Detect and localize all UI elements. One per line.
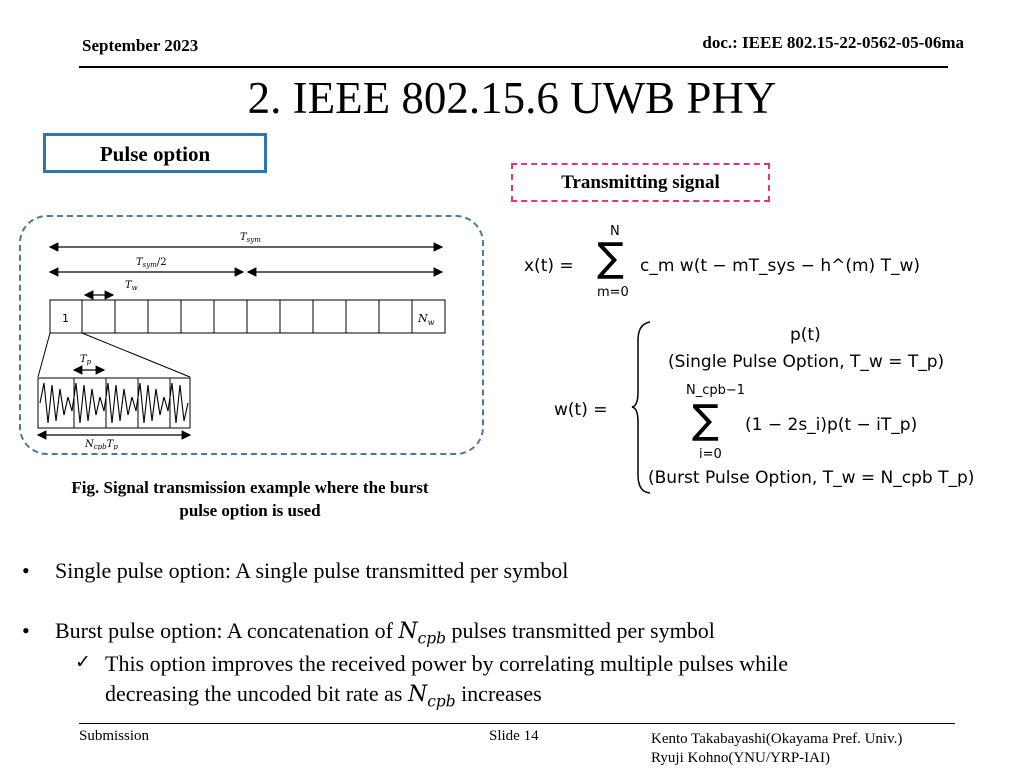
bullet-burst-pre: Burst pulse option: A concatenation of	[55, 618, 393, 643]
signal-diagram	[30, 225, 475, 450]
bullet-dot-2: •	[22, 618, 30, 643]
eq-case1-line2: (Single Pulse Option, T_w = T_p)	[668, 352, 945, 372]
eq-w-lhs: w(t) =	[554, 400, 608, 420]
header-rule	[79, 66, 948, 68]
header-date: September 2023	[82, 36, 199, 55]
tsym-label: $T_{sym}$	[240, 232, 261, 244]
bullet-burst-pulse	[55, 618, 715, 647]
zoom-line-left	[38, 333, 50, 377]
figure-caption	[30, 476, 470, 522]
bullet-burst-var: $N_{cpb}$	[398, 619, 446, 648]
bullet-single-pulse: Single pulse option: A single pulse transmitted per symbol	[55, 558, 569, 583]
slot-last-label: $N_w$	[418, 312, 435, 327]
header-doc-id: doc.: IEEE 802.15-22-0562-05-06ma	[702, 33, 964, 52]
slot-first-label: 1	[62, 312, 69, 325]
check-line-1: This option improves the received power by correlating multiple pulses while	[105, 651, 789, 676]
footer-rule	[79, 723, 955, 724]
footer-submission: Submission	[79, 728, 150, 744]
transmitting-signal-box: Transmitting signal	[511, 163, 770, 202]
check-line-2: decreasing the uncoded bit rate as $N_{cpb}$ increases	[105, 681, 542, 711]
eq-case2-expr: (1 − 2s_i)p(t − iT_p)	[745, 415, 918, 435]
eq-case2-line2: (Burst Pulse Option, T_w = N_cpb T_p)	[648, 468, 975, 488]
slot-row	[50, 300, 445, 333]
tsym-half-label: $T_{sym}/2$	[136, 257, 167, 269]
caption-line-1: Fig. Signal transmission example where the burst	[71, 478, 429, 497]
eq-x-lhs: x(t) =	[524, 256, 574, 276]
check-item-text	[105, 649, 788, 716]
ncpb-tp-label: $N_{cpb}T_p$	[85, 439, 118, 450]
slide-title: 2. IEEE 802.15.6 UWB PHY	[247, 73, 777, 123]
tp-label: $T_p$	[80, 354, 92, 366]
tw-label: $T_w$	[125, 280, 138, 292]
caption-line-2: pulse option is used	[179, 501, 321, 520]
bullet-burst-post: pulses transmitted per symbol	[451, 618, 715, 643]
footer-slide-number: Slide 14	[489, 728, 539, 744]
eq-x-rhs: c_m w(t − mT_sys − h^(m) T_w)	[640, 256, 921, 276]
footer-author-2: Ryuji Kohno(YNU/YRP-IAI)	[651, 750, 830, 766]
footer-author-1: Kento Takabayashi(Okayama Pref. Univ.)	[651, 731, 903, 747]
bullet-dot-1: •	[22, 558, 30, 583]
checkmark-icon: ✓	[75, 651, 91, 673]
eq-x-sum-top: N	[610, 224, 620, 239]
eq-case2-sum-bottom: i=0	[699, 447, 722, 462]
pulse-option-box: Pulse option	[43, 133, 267, 173]
eq-case2-sigma: ∑	[692, 397, 719, 443]
burst-waveform	[40, 383, 188, 423]
eq-x-sigma: ∑	[597, 235, 624, 281]
eq-case2-sum-top: N_cpb−1	[686, 383, 746, 398]
eq-x-sum-bottom: m=0	[597, 285, 629, 300]
eq-case1-line1: p(t)	[790, 325, 821, 345]
